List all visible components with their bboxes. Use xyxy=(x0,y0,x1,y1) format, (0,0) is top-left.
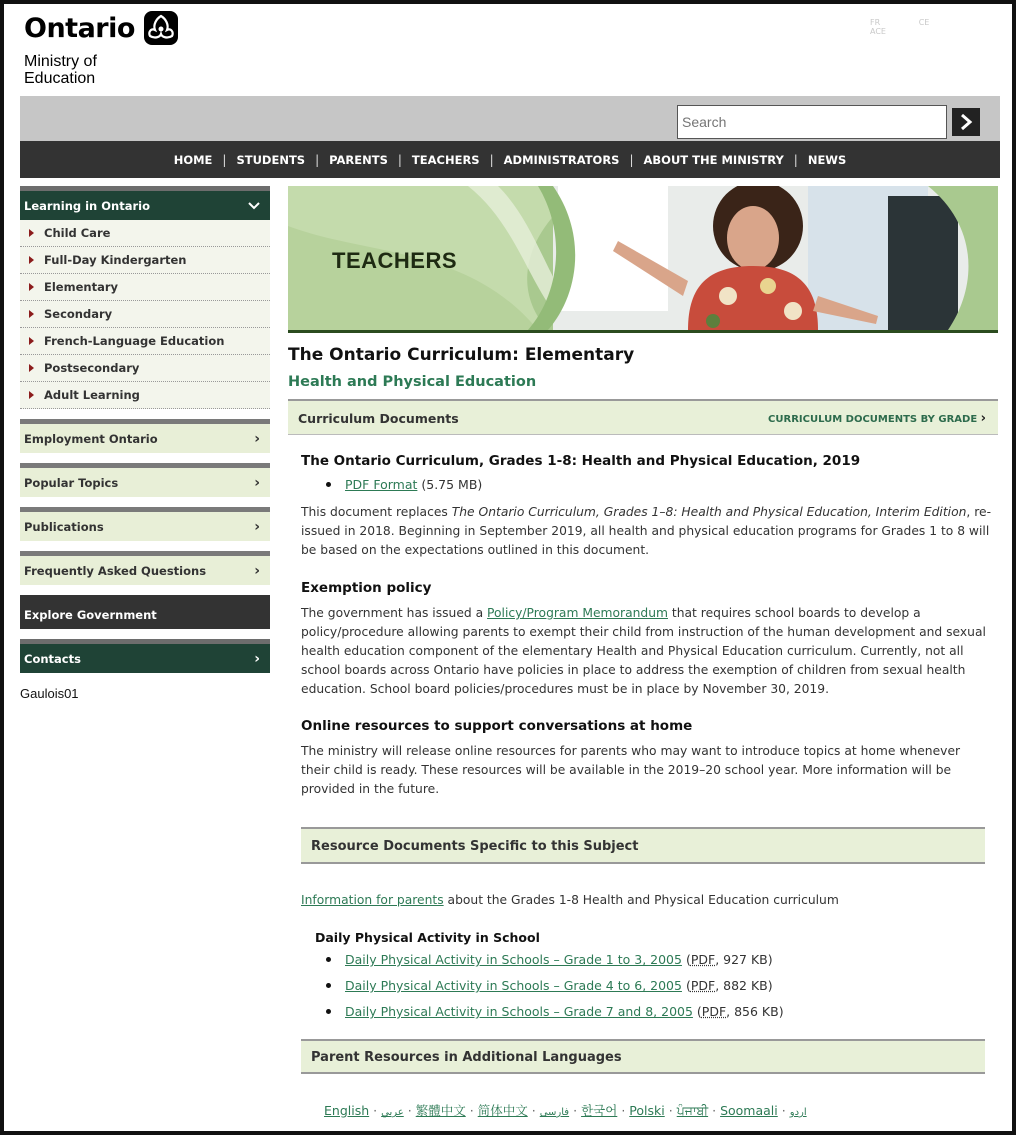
dpa-heading: Daily Physical Activity in School xyxy=(315,930,540,945)
sidebar-block-contacts[interactable]: Contacts › xyxy=(20,639,270,673)
exemption-heading: Exemption policy xyxy=(301,580,432,596)
triangle-right-icon xyxy=(29,229,34,237)
lang-link-arabic[interactable]: عربي xyxy=(381,1107,404,1118)
sidebar xyxy=(20,186,270,701)
exemption-paragraph: The government has issued a Policy/Program Memorandum that requires school boards to develop a policy/procedure allowing parents to exempt their child from instruction of the human development and sexual health education component of the elementary Health and Physical Education curriculum. Currently, not all school boards across Ontario have policies in place to address the exemption of children from sexual health education. School board policies/procedures must be in place by November 30, 2019. xyxy=(301,606,986,696)
nav-separator: | xyxy=(629,152,634,167)
document-title: The Ontario Curriculum, Grades 1-8: Health and Physical Education, 2019 xyxy=(301,453,861,469)
nav-students[interactable]: STUDENTS xyxy=(236,152,306,167)
nav-separator: | xyxy=(489,152,494,167)
sidebar-block-popular-topics[interactable]: Popular Topics › xyxy=(20,463,270,497)
policy-memorandum-link[interactable]: Policy/Program Memorandum xyxy=(487,606,668,620)
ministry-name: Ministry of Education xyxy=(24,53,97,87)
chevron-right-icon: › xyxy=(980,411,986,426)
online-resources-heading: Online resources to support conversations at home xyxy=(301,718,693,734)
utility-link-3[interactable]: ACE xyxy=(870,27,886,36)
sidebar-block-faq[interactable]: Frequently Asked Questions › xyxy=(20,551,270,585)
sidebar-item-elementary[interactable]: Elementary xyxy=(20,274,270,301)
top-utility-links xyxy=(870,18,1012,36)
bullet-icon xyxy=(326,957,331,962)
sidebar-item-french-language[interactable]: French-Language Education xyxy=(20,328,270,355)
nav-separator: | xyxy=(222,152,227,167)
bullet-icon xyxy=(326,1009,331,1014)
dpa-link-3[interactable]: Daily Physical Activity in Schools – Grade 7 and 8, 2005 xyxy=(345,1004,693,1019)
lang-link-korean[interactable]: 한국어 xyxy=(581,1103,618,1118)
dpa-item-1: Daily Physical Activity in Schools – Grade 1 to 3, 2005 (PDF, 927 KB) xyxy=(326,952,773,967)
triangle-right-icon xyxy=(29,310,34,318)
pdf-format-link[interactable]: PDF Format xyxy=(345,477,418,492)
utility-link-2[interactable]: CE xyxy=(918,18,930,27)
curriculum-documents-heading: Curriculum Documents xyxy=(298,411,459,426)
lang-link-english[interactable]: English xyxy=(324,1103,370,1118)
sidebar-block-publications[interactable]: Publications › xyxy=(20,507,270,541)
parent-resources-heading: Parent Resources in Additional Languages xyxy=(311,1050,622,1065)
triangle-right-icon xyxy=(29,283,34,291)
replaces-paragraph: This document replaces The Ontario Curriculum, Grades 1–8: Health and Physical Education, Interim Edition, re-issued in 2018. Beginning in September 2019, all health and physical education programs for Grades 1 to 8 will be based on the expectations outlined in this document. xyxy=(301,505,992,557)
curriculum-documents-bar xyxy=(288,399,998,435)
lang-link-polish[interactable]: Polski xyxy=(629,1103,665,1118)
nav-parents[interactable]: PARENTS xyxy=(329,152,388,167)
chevron-right-icon: › xyxy=(254,562,260,579)
dpa-item-2: Daily Physical Activity in Schools – Grade 4 to 6, 2005 (PDF, 882 KB) xyxy=(326,978,773,993)
trillium-icon xyxy=(143,10,179,46)
triangle-right-icon xyxy=(29,364,34,372)
lang-link-simplified-chinese[interactable]: 简体中文 xyxy=(477,1103,528,1118)
resource-documents-heading: Resource Documents Specific to this Subject xyxy=(311,839,639,854)
info-parents-line: Information for parents about the Grades 1-8 Health and Physical Education curriculum xyxy=(301,893,839,907)
lang-link-farsi[interactable]: فارسی xyxy=(539,1107,570,1118)
chevron-right-icon: › xyxy=(254,650,260,667)
page-title: The Ontario Curriculum: Elementary xyxy=(288,345,635,365)
resource-documents-bar xyxy=(301,827,985,864)
online-resources-paragraph: The ministry will release online resources for parents who may want to introduce topics at home whenever their child is ready. These resources will be available in the 2019–20 school year. More information will be provided in the future. xyxy=(301,744,961,796)
nav-teachers[interactable]: TEACHERS xyxy=(411,152,480,167)
chevron-down-icon xyxy=(248,201,260,211)
nav-separator: | xyxy=(793,152,798,167)
nav-news[interactable]: NEWS xyxy=(807,152,847,167)
sidebar-section-label: Learning in Ontario xyxy=(24,198,150,213)
sidebar-item-kindergarten[interactable]: Full-Day Kindergarten xyxy=(20,247,270,274)
nav-home[interactable]: HOME xyxy=(173,152,213,167)
language-links: English · عربي · 繁體中文 · 简体中文 · فارسی · 한국어 · Polski · ਪੰਜਾਬੀ · Soomaali · اردو xyxy=(324,1103,807,1118)
search-submit-button[interactable] xyxy=(952,108,980,136)
triangle-right-icon xyxy=(29,391,34,399)
banner-title: TEACHERS xyxy=(332,248,458,273)
sidebar-item-adult-learning[interactable]: Adult Learning xyxy=(20,382,270,409)
triangle-right-icon xyxy=(29,337,34,345)
nav-separator: | xyxy=(397,152,402,167)
parent-resources-bar xyxy=(301,1039,985,1074)
utility-link-1[interactable]: FR xyxy=(870,18,881,27)
chevron-right-icon: › xyxy=(254,518,260,535)
sidebar-block-explore-government[interactable]: Explore Government xyxy=(20,595,270,629)
sidebar-item-secondary[interactable]: Secondary xyxy=(20,301,270,328)
main-navigation xyxy=(20,141,1000,178)
ontario-logo[interactable] xyxy=(24,10,179,87)
chevron-right-icon: › xyxy=(254,430,260,447)
sidebar-section-learning[interactable] xyxy=(20,186,270,220)
lang-link-punjabi[interactable]: ਪੰਜਾਬੀ xyxy=(676,1103,709,1118)
bullet-icon xyxy=(326,983,331,988)
lang-link-somali[interactable]: Soomaali xyxy=(720,1103,778,1118)
nav-separator: | xyxy=(315,152,320,167)
sidebar-item-child-care[interactable]: Child Care xyxy=(20,220,270,247)
lang-link-urdu[interactable]: اردو xyxy=(789,1107,807,1118)
sidebar-block-employment[interactable]: Employment Ontario › xyxy=(20,419,270,453)
bullet-icon xyxy=(326,482,331,487)
page-subtitle: Health and Physical Education xyxy=(288,374,537,390)
curriculum-by-grade-link[interactable]: CURRICULUM DOCUMENTS BY GRADE › xyxy=(768,411,986,426)
dpa-link-2[interactable]: Daily Physical Activity in Schools – Grade 4 to 6, 2005 xyxy=(345,978,682,993)
triangle-right-icon xyxy=(29,256,34,264)
dpa-item-3: Daily Physical Activity in Schools – Grade 7 and 8, 2005 (PDF, 856 KB) xyxy=(326,1004,784,1019)
info-parents-link[interactable]: Information for parents xyxy=(301,893,444,907)
nav-administrators[interactable]: ADMINISTRATORS xyxy=(503,152,620,167)
username-label: Gaulois01 xyxy=(20,686,79,701)
pdf-format-item: PDF Format (5.75 MB) xyxy=(326,477,482,492)
chevron-right-icon: › xyxy=(254,474,260,491)
logo-wordmark: Ontario xyxy=(24,12,135,44)
lang-link-traditional-chinese[interactable]: 繁體中文 xyxy=(415,1103,466,1118)
nav-about-ministry[interactable]: ABOUT THE MINISTRY xyxy=(643,152,784,167)
sidebar-item-postsecondary[interactable]: Postsecondary xyxy=(20,355,270,382)
chevron-right-icon xyxy=(957,113,975,131)
search-input[interactable] xyxy=(677,105,947,139)
dpa-link-1[interactable]: Daily Physical Activity in Schools – Grade 1 to 3, 2005 xyxy=(345,952,682,967)
